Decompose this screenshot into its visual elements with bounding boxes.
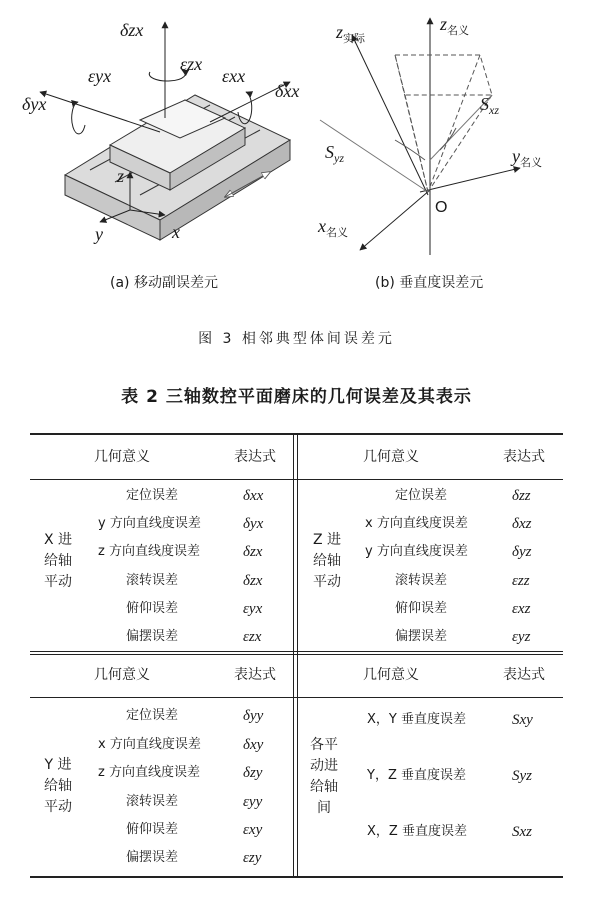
table-cell-meaning: 俯仰误差 — [395, 601, 448, 616]
table-cell-meaning: 俯仰误差 — [126, 822, 179, 837]
table-cell-meaning: z 方向直线度误差 — [98, 544, 200, 559]
label-y-nominal: $y_{名义}$ — [512, 146, 542, 169]
table-cell-meaning: 偏摆误差 — [126, 850, 179, 865]
table-cell-meaning: x 方向直线度误差 — [365, 516, 468, 531]
label-s-xz: $S_{xz}$ — [480, 94, 499, 117]
table-cell-meaning: 滚转误差 — [126, 794, 179, 809]
figure-3 — [0, 0, 593, 300]
subfigure-a-diagram — [40, 22, 290, 240]
subfigure-a-caption: (a) 移动副误差元 — [110, 275, 218, 291]
table-cell-expression: εyz — [512, 629, 531, 645]
table-cell-meaning: 滚转误差 — [126, 573, 179, 588]
table-cell-expression: δxx — [243, 488, 264, 504]
table-cell-meaning: z 方向直线度误差 — [98, 765, 200, 780]
header-expression: 表达式 — [503, 667, 545, 683]
header-expression: 表达式 — [234, 667, 276, 683]
table-cell-meaning: 俯仰误差 — [126, 601, 179, 616]
table-cell-meaning: y 方向直线度误差 — [365, 544, 468, 559]
axis-label-z: Z 进给轴平动 — [312, 532, 342, 590]
header-rule — [30, 479, 563, 480]
label-delta-zx: δzx — [120, 20, 144, 40]
table-cell-expression: δzy — [243, 765, 263, 781]
label-epsilon-xx: εxx — [222, 66, 246, 86]
label-z-axis: z — [117, 166, 125, 186]
subfigure-b-caption: (b) 垂直度误差元 — [375, 275, 484, 291]
table-cell-meaning: X，Z 垂直度误差 — [367, 824, 467, 839]
table-cell-meaning: 滚转误差 — [395, 573, 448, 588]
label-origin: O — [435, 199, 448, 216]
table-cell-expression: εyy — [243, 794, 263, 810]
table-cell-expression: δxz — [512, 516, 532, 532]
table-cell-expression: εzy — [243, 850, 262, 866]
block-rule — [30, 654, 563, 655]
label-y-axis: y — [95, 224, 103, 244]
table-cell-expression: εxz — [512, 601, 531, 617]
label-z-actual: $z_{实际}$ — [336, 22, 366, 45]
label-s-yz: $S_{yz}$ — [325, 142, 344, 165]
label-delta-yx: δyx — [22, 94, 47, 114]
table-cell-meaning: 偏摆误差 — [395, 629, 448, 644]
table-cell-expression: εyx — [243, 601, 263, 617]
table-cell-expression: δzx — [243, 544, 263, 560]
table-cell-expression: Sxz — [512, 824, 532, 840]
label-epsilon-yx: εyx — [88, 66, 112, 86]
header-meaning: 几何意义 — [94, 667, 150, 683]
column-divider — [293, 435, 294, 876]
label-x-axis: x — [172, 222, 180, 242]
table-cell-expression: Syz — [512, 768, 532, 784]
axis-label-between: 各平动进给轴间 — [310, 737, 338, 816]
label-epsilon-zx: εzx — [180, 54, 203, 74]
table-cell-expression: δxy — [243, 737, 264, 753]
table-cell-meaning: Y，Z 垂直度误差 — [367, 768, 466, 783]
axis-label-y: Y 进给轴平动 — [44, 757, 72, 815]
table-cell-expression: δyx — [243, 516, 264, 532]
table-cell-meaning: 定位误差 — [126, 488, 179, 503]
table-cell-meaning: y 方向直线度误差 — [98, 516, 201, 531]
table-cell-meaning: 定位误差 — [395, 488, 448, 503]
header-meaning: 几何意义 — [363, 667, 419, 683]
table-cell-expression: δzx — [243, 573, 263, 589]
table-cell-meaning: 定位误差 — [126, 708, 179, 723]
table-cell-meaning: 偏摆误差 — [126, 629, 179, 644]
figure-3-drawing — [0, 0, 593, 300]
geometric-error-table — [30, 433, 563, 878]
table-cell-expression: Sxy — [512, 712, 533, 728]
table-cell-expression: εzx — [243, 629, 262, 645]
table-cell-expression: εzz — [512, 573, 530, 589]
label-x-nominal: $x_{名义}$ — [318, 216, 348, 239]
subfigure-b-diagram — [320, 18, 520, 255]
table-cell-expression: δyz — [512, 544, 532, 560]
figure-caption: 图 3 相邻典型体间误差元 — [198, 331, 395, 347]
table-title: 表 2 三轴数控平面磨床的几何误差及其表示 — [121, 387, 472, 407]
label-delta-xx: δxx — [275, 81, 300, 101]
header-expression: 表达式 — [234, 449, 276, 465]
column-divider — [297, 435, 298, 876]
label-z-nominal: $z_{名义}$ — [440, 14, 470, 37]
table-cell-expression: δyy — [243, 708, 264, 724]
block-rule — [30, 651, 563, 652]
header-rule — [30, 697, 563, 698]
header-meaning: 几何意义 — [363, 449, 419, 465]
table-cell-meaning: x 方向直线度误差 — [98, 737, 201, 752]
header-expression: 表达式 — [503, 449, 545, 465]
header-meaning: 几何意义 — [94, 449, 150, 465]
axis-label-x: X 进给轴平动 — [43, 532, 73, 590]
table-cell-expression: εxy — [243, 822, 263, 838]
table-cell-expression: δzz — [512, 488, 531, 504]
table-cell-meaning: X，Y 垂直度误差 — [367, 712, 466, 727]
